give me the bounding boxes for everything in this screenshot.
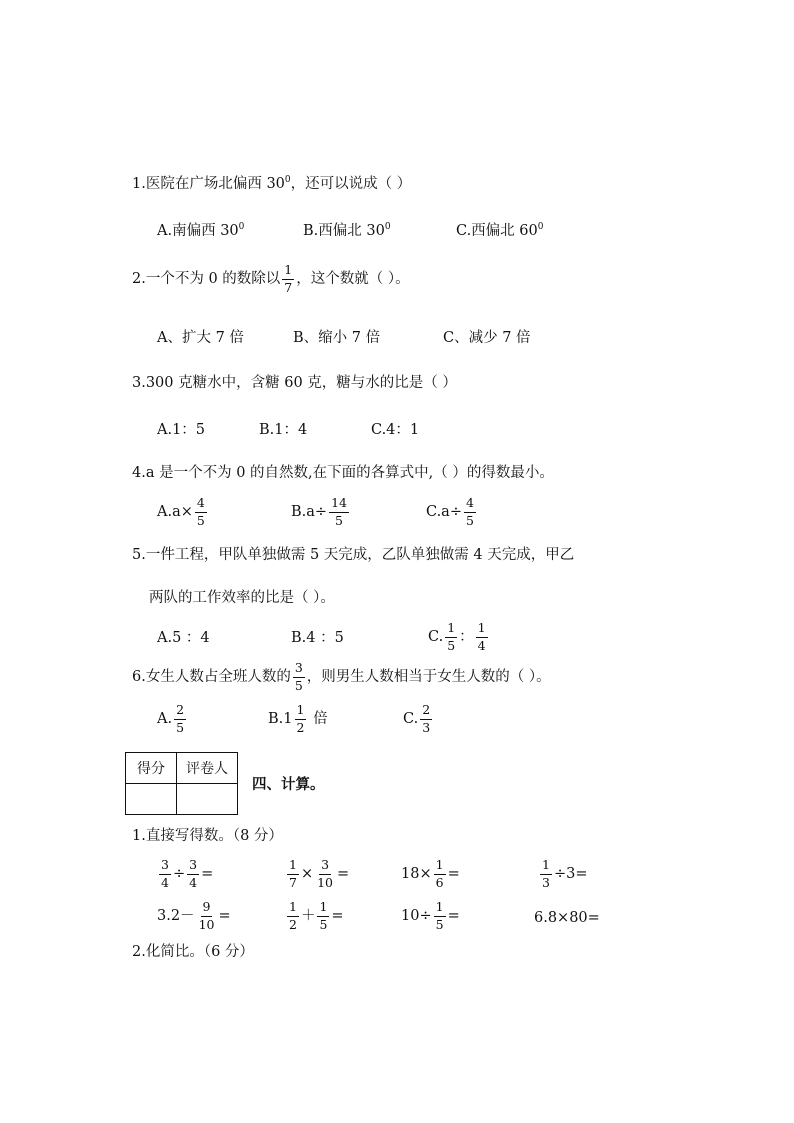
q1-option-a: A.南偏西 $30^0$ [157,222,245,239]
q2-option-b: B、缩小 7 倍 [293,330,381,346]
q3-option-a: A.1：5 [157,422,206,438]
question-2: 2.一个不为 0 的数除以 $\frac{1}{7}$ ，这个数就（ ）。 [132,262,410,295]
q6-option-b: B.1 $\frac{1}{2}$ 倍 [268,702,328,735]
q1-text-b: ，还可以说成（ ） [290,176,412,192]
calc-r2c1: 3.2－ $\frac{9}{10}$ = [157,899,231,932]
question-1 [132,176,411,192]
calc-r1c4: $\frac{1}{3}$ ÷3= [542,857,588,890]
q1-option-c: C.西偏北 $60^0$ [456,222,544,239]
grader-cell[interactable] [177,784,238,815]
sub1-title: 1.直接写得数。（8 分） [132,828,283,844]
q1-degree: 0 [284,175,291,185]
sub2-title: 2.化简比。（6 分） [132,944,254,960]
question-5-line-2: 两队的工作效率的比是（ ）。 [149,590,335,606]
q2-option-a: A、扩大 7 倍 [157,330,244,346]
q1-text-a: 1.医院在广场北偏西 30 [132,176,285,192]
calc-r2c2: $\frac{1}{2}$ ＋ $\frac{1}{5}$ = [289,899,344,932]
calc-r1c3: 18× $\frac{1}{6}$ = [401,857,460,890]
section-4-title: 四、计算。 [252,776,325,793]
q3-option-c: C.4：1 [371,422,420,438]
q6-fraction: $\frac{3}{5}$ [294,660,303,693]
q6-option-c: C. $\frac{2}{3}$ [403,702,431,735]
q3-option-b: B.1：4 [259,422,308,438]
calc-r1c2: $\frac{1}{7}$ × $\frac{3}{10}$ = [289,857,350,890]
q5-option-c: C. $\frac{1}{5}$ ： $\frac{1}{4}$ [428,620,486,653]
q4-option-c: C.a÷ $\frac{4}{5}$ [426,495,474,528]
question-3: 3.300 克糖水中，含糖 60 克，糖与水的比是（ ） [132,375,457,391]
question-4: 4.a 是一个不为 0 的自然数,在下面的各算式中,（ ）的得数最小。 [132,465,554,481]
question-5-line-1: 5.一件工程，甲队单独做需 5 天完成，乙队单独做需 4 天完成，甲乙 [132,547,575,563]
score-table [125,752,238,815]
score-cell[interactable] [126,784,177,815]
score-header: 得分 [126,753,177,784]
q5-option-a: A.5 ：4 [157,630,210,646]
q2-fraction: $\frac{1}{7}$ [284,262,293,295]
question-6: 6.女生人数占全班人数的 $\frac{3}{5}$ ，则男生人数相当于女生人数的（ ）。 [132,660,551,693]
grader-header: 评卷人 [177,753,238,784]
q6-option-a: A. $\frac{2}{5}$ [157,702,185,735]
calc-r2c3: 10÷ $\frac{1}{5}$ = [401,899,460,932]
q1-option-b: B.西偏北 $30^0$ [303,222,391,239]
q4-option-b: B.a÷ $\frac{14}{5}$ [291,495,347,528]
calc-r2c4: 6.8×80= [534,910,600,926]
q2-option-c: C、减少 7 倍 [443,330,531,346]
q4-option-a: A.a× $\frac{4}{5}$ [157,495,205,528]
calc-r1c1: $\frac{3}{4}$ ÷ $\frac{3}{4}$ = [161,857,214,890]
q5-option-b: B.4 ：5 [291,630,344,646]
